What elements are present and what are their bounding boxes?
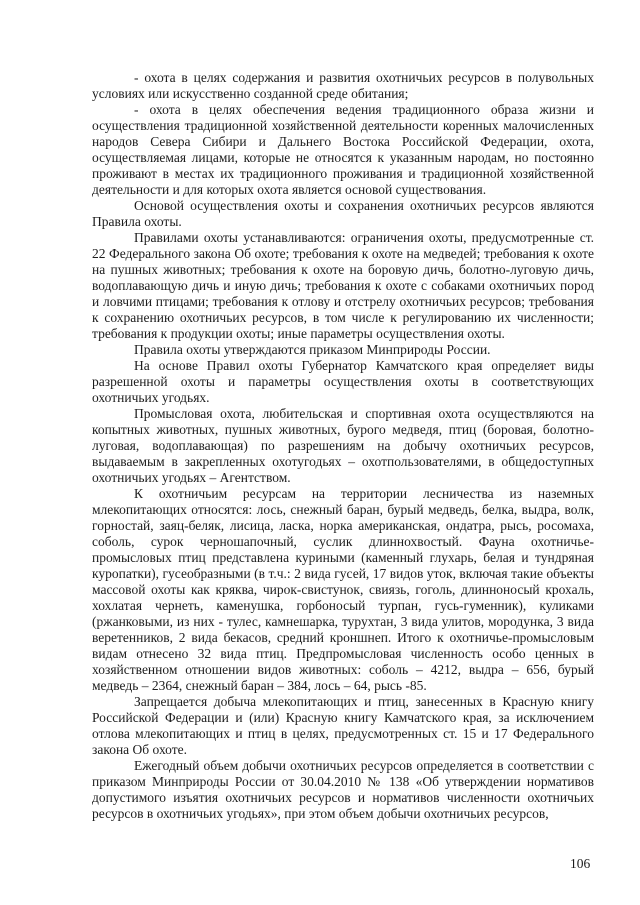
paragraph-hunting-semi-free: - охота в целях содержания и развития охотничьих ресурсов в полувольных условиях или искусственно созданной среде обитания; [92,70,594,101]
paragraph-rules-approval: Правила охоты утверждаются приказом Минприроды России. [134,342,491,357]
paragraph-commercial-hunting: Промысловая охота, любительская и спортивная охота осуществляются на копытных животных, пушных животных, бурого медведя, птиц (боровая, болотно-луговая, водоплавающая) по разрешениям на добычу охотничьих ресурсов, выдаваемым в закрепленных охотугодьях – охотпользователями, в общедоступных охотничьих угодьях – Агентством. [92,406,594,485]
paragraph-governor-determination: На основе Правил охоты Губернатор Камчатского края определяет виды разрешенной охоты и параметры осуществления охоты в соответствующих охотничьих угодьях. [92,358,594,405]
paragraph-prohibition: Запрещается добыча млекопитающих и птиц, занесенных в Красную книгу Российской Федерации и (или) Красную книгу Камчатского края, за исключением отлова млекопитающих и птиц в целях, предусмотренных ст. 15 и 17 Федерального закона Об охоте. [92,694,594,757]
paragraph-hunting-rules-content: Правилами охоты устанавливаются: ограничения охоты, предусмотренные ст. 22 Федерального закона Об охоте; требования к охоте на медведей; требования к охоте на пушных животных; требования к охоте на боровую дичь, болотно-луговую дичь, водоплавающую дичь и иную дичь; требования к охоте с собаками охотничьих пород и ловчими птицами; требования к отлову и отстрелу охотничьих ресурсов; требования к сохранению охотничьих ресурсов, в том числе к регулированию их численности; требования к продукции охоты; иные параметры осуществления охоты. [92,230,594,341]
paragraph-hunting-traditional: - охота в целях обеспечения ведения традиционного образа жизни и осуществления традиционной хозяйственной деятельности коренных малочисленных народов Севера Сибири и Дальнего Востока Российской Федерации, охота, осуществляемая лицами, которые не относятся к указанным народам, но постоянно проживают в местах их традиционного проживания и традиционной хозяйственной деятельности и для которых охота является основой существования. [92,102,594,197]
page-number: 106 [570,856,591,871]
paragraph-hunting-resources-species: К охотничьим ресурсам на территории лесничества из наземных млекопитающих относятся: лось, снежный баран, бурый медведь, белка, выдра, волк, горностай, заяц-беляк, лисица, ласка, норка американская, ондатра, рысь, росомаха, соболь, сурок черношапочный, суслик длиннохвостый. Фауна охотничье-промысловых птиц представлена куриными (каменный глухарь, белая и тундряная куропатки), гусеобразными (в т.ч.: 2 вида гусей, 17 видов уток, включая такие объекты массовой охоты как кряква, чирок-свистунок, свиязь, гоголь, длинноносый крохаль, хохлатая чернеть, каменушка, горбоносый турпан, гусь-гуменник), куликами (ржанковыми, из них - тулес, камнешарка, турухтан, 3 вида улитов, мородунка, 3 вида веретенников, 2 вида бекасов, средний кроншнеп. Итого к охотничье-промысловым видам отнесено 32 вида птиц. Предпромысловая численность особо ценных в хозяйственном отношении видов животных: соболь – 4212, выдра – 656, бурый медведь – 2364, снежный баран – 384, лось – 64, рысь -85. [92,486,594,693]
paragraph-annual-volume: Ежегодный объем добычи охотничьих ресурсов определяется в соответствии с приказом Минприроды России от 30.04.2010 № 138 «Об утверждении нормативов допустимого изъятия охотничьих ресурсов и нормативов численности охотничьих ресурсов в охотничьих угодьях», при этом объем добычи охотничьих ресурсов, [92,758,594,821]
paragraph-hunting-rules-basis: Основой осуществления охоты и сохранения охотничьих ресурсов являются Правила охоты. [92,198,594,229]
document-body [92,70,594,822]
